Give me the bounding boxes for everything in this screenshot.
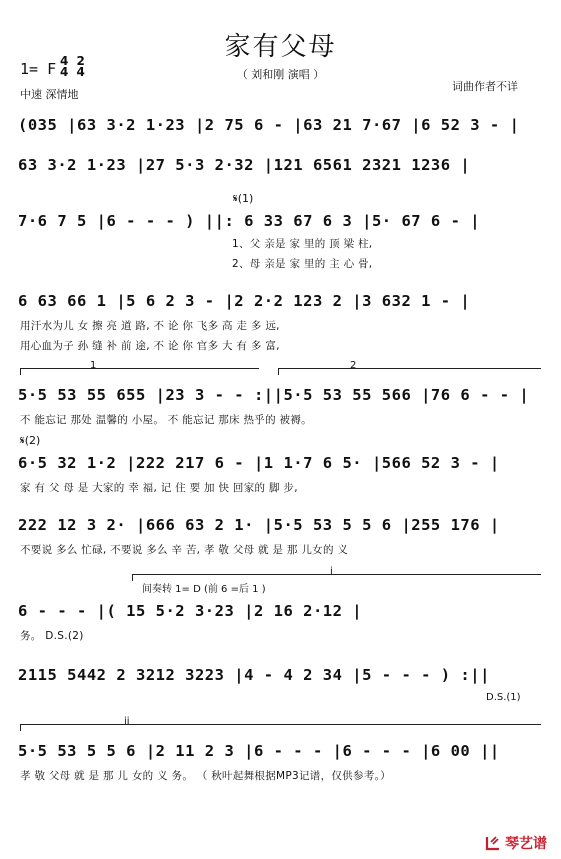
tempo-marking: 中速 深情地 [20,88,79,101]
author-credit: 词曲作者不详 [452,80,518,93]
lyric-v2-row3: 2、母 亲是 家 里的 主 心 骨, [232,258,373,270]
lyric-v2-row4: 用心血为子 孙 缝 补 前 途, 不 论 你 官多 大 有 多 富, [20,340,280,352]
segno-2: 𝄋(2) [20,434,41,447]
lyric-v1-row3: 1、父 亲是 家 里的 顶 梁 柱, [232,238,373,250]
logo-mark-icon [484,834,502,852]
lyric-row5: 不 能忘记 那处 温馨的 小屋。 不 能忘记 那床 热乎的 被褥。 [20,414,312,426]
score-row-5: 5·5 53 55 655 |23 3 - - :||5·5 53 55 566 |76 6 - - | [18,386,530,404]
score-row-4: 6 63 66 1 |5 6 2 3 - |2 2·2 123 2 |3 632 1 - | [18,292,471,310]
lyric-row10: 孝 敬 父母 就 是 那 儿 女的 义 务。 （ 秋叶起舞根据MP3记谱，仅供参考。） [20,770,391,782]
volta-i-label: i [330,566,333,577]
lyric-row7: 不要说 多么 忙碌, 不要说 多么 辛 苦, 孝 敬 父母 就 是 那 儿女的 义 [20,544,349,556]
score-row-6: 6·5 32 1·2 |222 217 6 - |1 1·7 6 5· |566 52 3 - | [18,454,500,472]
score-row-10: 5·5 53 5 5 6 |2 11 2 3 |6 - - - |6 - - - |6 00 || [18,742,500,760]
volta-ii-label: ii [124,716,130,727]
modulation-marking: 间奏转 1= D (前 6 =后 1 ) [142,584,266,595]
logo-text: 琴艺谱 [505,836,547,852]
lyric-row8: 务。 D.S.(2) [20,630,84,642]
singer-credit: （ 刘和刚 演唱 ） [236,68,325,81]
score-row-1: (035 |63 3·2 1·23 |2 75 6 - |63 21 7·67 |6 52 3 - | [18,116,520,134]
site-logo [484,833,547,853]
segno-1: 𝄋(1) [233,192,254,205]
volta-bracket-ii [20,724,541,731]
key-signature: 1= F [20,60,57,78]
score-row-3: 7·6 7 5 |6 - - - ) ||: 6 33 67 6 3 |5· 67 6 - | [18,212,481,230]
volta-bracket-1 [20,368,259,375]
score-row-2: 63 3·2 1·23 |27 5·3 2·32 |121 6561 2321 1236 | [18,156,471,174]
lyric-v1-row4: 用汗水为儿 女 擦 亮 道 路, 不 论 你 飞多 高 走 多 远, [20,320,280,332]
ds-1-marking: D.S.(1) [486,692,521,703]
volta-2-label: 2 [350,360,357,371]
time-signature: 4 4 2 4 [60,54,85,79]
volta-1-label: 1 [90,360,97,371]
score-row-7: 222 12 3 2· |666 63 2 1· |5·5 53 5 5 6 |255 176 | [18,516,500,534]
song-title: 家有父母 [224,32,337,62]
volta-bracket-2 [278,368,541,375]
score-row-9: 2115 5442 2 3212 3223 |4 - 4 2 34 |5 - - - ) :|| [18,666,490,684]
lyric-row6: 家 有 父 母 是 大家的 幸 福, 记 住 要 加 快 回家的 脚 步, [20,482,298,494]
score-row-8: 6 - - - |( 15 5·2 3·23 |2 16 2·12 | [18,602,363,620]
